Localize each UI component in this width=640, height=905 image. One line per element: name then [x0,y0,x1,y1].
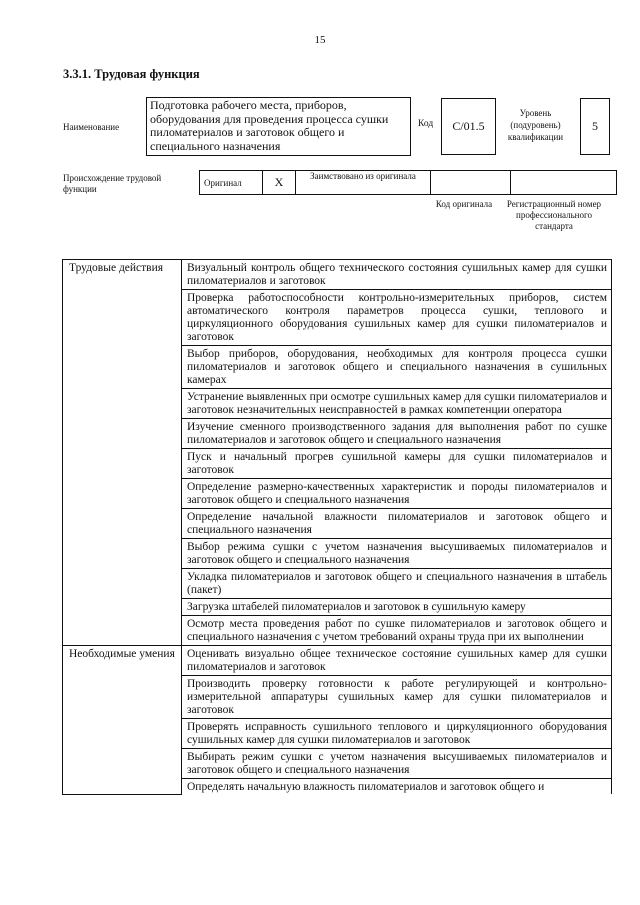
origin-table [199,170,617,195]
labor-action-item: Определение размерно-качественных характеристик и породы пиломатериалов и заготовок общего и специального назначения [182,479,612,509]
skill-item: Определять начальную влажность пиломатериалов и заготовок общего и [182,779,612,795]
labor-action-item: Загрузка штабелей пиломатериалов и заготовок в сушильную камеру [182,599,612,616]
original-code-cell [431,171,511,195]
qualification-level-field: 5 [580,98,610,155]
origin-label: Происхождение трудовой функции [63,173,162,194]
labor-action-item: Укладка пиломатериалов и заготовок общего и специального назначения в штабель (пакет) [182,569,612,599]
labor-action-item: Визуальный контроль общего технического состояния сушильных камер для сушки пиломатериалов и заготовок [182,260,612,290]
labor-action-item: Осмотр места проведения работ по сушке пиломатериалов и заготовок общего и специального назначения с учетом требований охраны труда при их выполнении [182,616,612,646]
skills-heading: Необходимые умения [63,646,182,795]
page-number: 15 [314,34,326,46]
name-label: Наименование [63,122,120,132]
labor-action-item: Выбор режима сушки с учетом назначения высушиваемых пиломатериалов и заготовок общего и специального назначения [182,539,612,569]
section-title: 3.3.1. Трудовая функция [63,67,200,81]
labor-action-item: Проверка работоспособности контрольно-измерительных приборов, систем автоматического контроля параметров процесса сушки, теплового и циркуляционного оборудования сушильных камер для сушки пиломатериалов и заготовок [182,290,612,346]
table-row [63,260,612,290]
original-label: Оригинал [200,171,263,195]
labor-action-item: Изучение сменного производственного задания для выполнения работ по сушке пиломатериалов и заготовок общего и специального назначения [182,419,612,449]
function-name-field: Подготовка рабочего места, приборов, оборудования для проведения процесса сушки пиломатериалов и заготовок общего и специального назначения [146,97,411,156]
original-code-caption: Код оригинала [435,199,493,209]
skill-item: Производить проверку готовности к работе регулирующей и контрольно-измерительной аппаратуры сушильных камер для сушки пиломатериалов и заготовок [182,676,612,719]
table-row [63,646,612,676]
skill-item: Проверять исправность сушильного теплового и циркуляционного оборудования сушильных камер для сушки пиломатериалов и заготовок [182,719,612,749]
qualification-level-label: Уровень (подуровень) квалификации [507,108,564,142]
skill-item: Выбирать режим сушки с учетом назначения высушиваемых пиломатериалов и заготовок общего и специального назначения [182,749,612,779]
labor-action-item: Пуск и начальный прогрев сушильной камеры для сушки пиломатериалов и заготовок [182,449,612,479]
registration-number-cell [511,171,617,195]
borrowed-label: Заимствовано из оригинала [296,171,431,195]
labor-action-item: Определение начальной влажности пиломатериалов и заготовок общего и специального назначения [182,509,612,539]
labor-action-item: Выбор приборов, оборудования, необходимых для контроля процесса сушки пиломатериалов и заготовок общего и специального назначения в сушильных камерах [182,346,612,389]
function-details-table [62,259,612,795]
function-code-field: С/01.5 [441,98,496,155]
original-mark: X [263,171,296,195]
labor-actions-heading: Трудовые действия [63,260,182,646]
skill-item: Оценивать визуально общее техническое состояние сушильных камер для сушки пиломатериалов и заготовок [182,646,612,676]
labor-action-item: Устранение выявленных при осмотре сушильных камер для сушки пиломатериалов и заготовок незначительных неисправностей в рамках компетенции оператора [182,389,612,419]
code-label: Код [418,119,434,129]
registration-number-caption: Регистрационный номер профессионального стандарта [506,199,602,231]
